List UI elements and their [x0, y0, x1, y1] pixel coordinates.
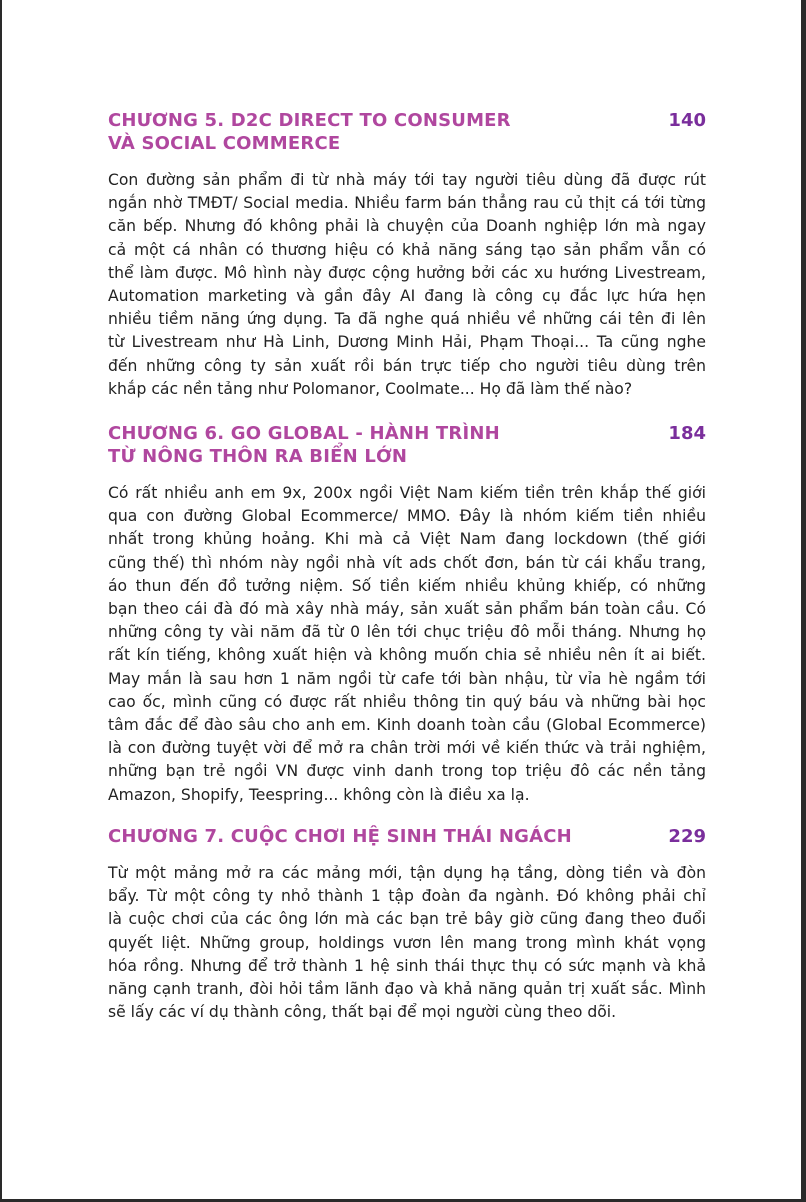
- description-line: thể làm được. Mô hình này được cộng hưởng bởi các xu hướng Livestream,: [108, 263, 706, 282]
- chapter-heading: [108, 109, 706, 155]
- description-line: tâm đắc để đào sâu cho anh em. Kinh doanh toàn cầu (Global Ecommerce): [108, 716, 706, 735]
- page-edge-right: [801, 0, 806, 1202]
- description-line: từ Livestream như Hà Linh, Dương Minh Hải, Phạm Thoại... Ta cũng nghe: [108, 333, 706, 352]
- chapter-title-line: VÀ SOCIAL COMMERCE: [108, 133, 341, 154]
- description-line: ngắn nhờ TMĐT/ Social media. Nhiều farm bán thẳng rau củ thịt cá tới từng: [108, 194, 706, 213]
- description-line: Từ một mảng mở ra các mảng mới, tận dụng hạ tầng, dòng tiền và đòn: [108, 864, 706, 882]
- description-line: nhất trong khủng hoảng. Khi mà cả Việt Nam đang lockdown (thế giới: [108, 530, 706, 549]
- description-line: May mắn là sau hơn 1 năm ngồi từ cafe tới bàn nhậu, từ vỉa hè ngầm tới: [108, 669, 706, 688]
- description-line: những bạn trẻ ngồi VN được vinh danh trong top triệu đô các nền tảng: [108, 762, 706, 781]
- description-line: bạn theo cái đà đó mà xây nhà máy, sản xuất sản phẩm bán toàn cầu. Có: [108, 600, 706, 619]
- description-line: năng cạnh tranh, đòi hỏi tầm lãnh đạo và khả năng quản trị xuất sắc. Mình: [108, 980, 706, 999]
- description-line: quyết liệt. Những group, holdings vươn lên mang trong mình khát vọng: [108, 933, 706, 952]
- description-line: qua con đường Global Ecommerce/ MMO. Đây là nhóm kiếm tiền nhiều: [108, 507, 706, 526]
- description-line: khắp các nền tảng như Polomanor, Coolmate... Họ đã làm thế nào?: [108, 379, 633, 398]
- description-line: cũng thế) thì nhóm này ngồi nhà vít ads chốt đơn, bán từ cái khẩu trang,: [108, 553, 706, 572]
- description-line: nhiều tiềm năng ứng dụng. Ta đã nghe quá nhiều về những cái tên đi lên: [108, 310, 706, 329]
- description-line: Có rất nhiều anh em 9x, 200x ngồi Việt Nam kiếm tiền trên khắp thế giới: [108, 484, 706, 502]
- chapter-description: [108, 862, 706, 1024]
- description-line: là con đường tuyệt vời để mở ra chân trời mới về kiến thức và trải nghiệm,: [108, 739, 706, 758]
- description-line: Amazon, Shopify, Teespring... không còn là điều xa lạ.: [108, 785, 530, 804]
- description-line: rất kín tiếng, không xuất hiện và không muốn chia sẻ nhiều nên ít ai biết.: [108, 646, 706, 665]
- chapter-title-line: CHƯƠNG 7. CUỘC CHƠI HỆ SINH THÁI NGÁCH: [108, 826, 572, 847]
- description-line: là cuộc chơi của các ông lớn mà các bạn trẻ bây giờ cũng đang theo đuổi: [108, 910, 706, 929]
- chapter-heading: [108, 825, 706, 848]
- chapter-title-line: TỪ NÔNG THÔN RA BIỂN LỚN: [108, 446, 408, 467]
- description-line: Con đường sản phẩm đi từ nhà máy tới tay người tiêu dùng đã được rút: [108, 171, 706, 189]
- page-number: 229: [668, 826, 706, 847]
- description-line: cao ốc, mình cũng có được rất nhiều thông tin quý báu và những bài học: [108, 692, 706, 711]
- chapter-heading: [108, 422, 706, 468]
- description-line: Automation marketing và gần đây AI đang là công cụ đắc lực hứa hẹn: [108, 287, 706, 306]
- description-line: áo thun đến đồ tưởng niệm. Số tiền kiếm nhiều khủng khiếp, có những: [108, 576, 706, 595]
- chapter-title: [108, 109, 511, 155]
- description-line: những công ty vài năm đã từ 0 lên tới chục triệu đô mỗi tháng. Nhưng họ: [108, 623, 706, 642]
- chapter-description: [108, 482, 706, 807]
- description-line: hóa rồng. Nhưng để trở thành 1 hệ sinh thái thực thụ có sức mạnh và khả: [108, 956, 706, 975]
- chapter-5: [108, 109, 706, 401]
- chapter-title: [108, 422, 500, 468]
- chapter-6: [108, 422, 706, 807]
- page-edge-left: [0, 0, 2, 1202]
- chapter-title-line: CHƯƠNG 5. D2C DIRECT TO CONSUMER: [108, 110, 511, 131]
- page-number: 140: [668, 110, 706, 131]
- page-number: 184: [668, 423, 706, 444]
- description-line: cả một cá nhân có thương hiệu có khả năng sáng tạo sản phẩm vẫn có: [108, 240, 706, 259]
- chapter-description: [108, 169, 706, 401]
- chapter-7: [108, 825, 706, 1024]
- chapter-title: [108, 825, 572, 848]
- description-line: đến những công ty sản xuất rồi bán trực tiếp cho người tiêu dùng trên: [108, 356, 706, 375]
- description-line: bẩy. Từ một công ty nhỏ thành 1 tập đoàn đa ngành. Đó không phải chỉ: [108, 887, 706, 906]
- chapter-title-line: CHƯƠNG 6. GO GLOBAL - HÀNH TRÌNH: [108, 423, 500, 444]
- description-line: căn bếp. Nhưng đó không phải là chuyện của Doanh nghiệp lớn mà ngay: [108, 217, 706, 236]
- description-line: sẽ lấy các ví dụ thành công, thất bại để mọi người cùng theo dõi.: [108, 1003, 617, 1022]
